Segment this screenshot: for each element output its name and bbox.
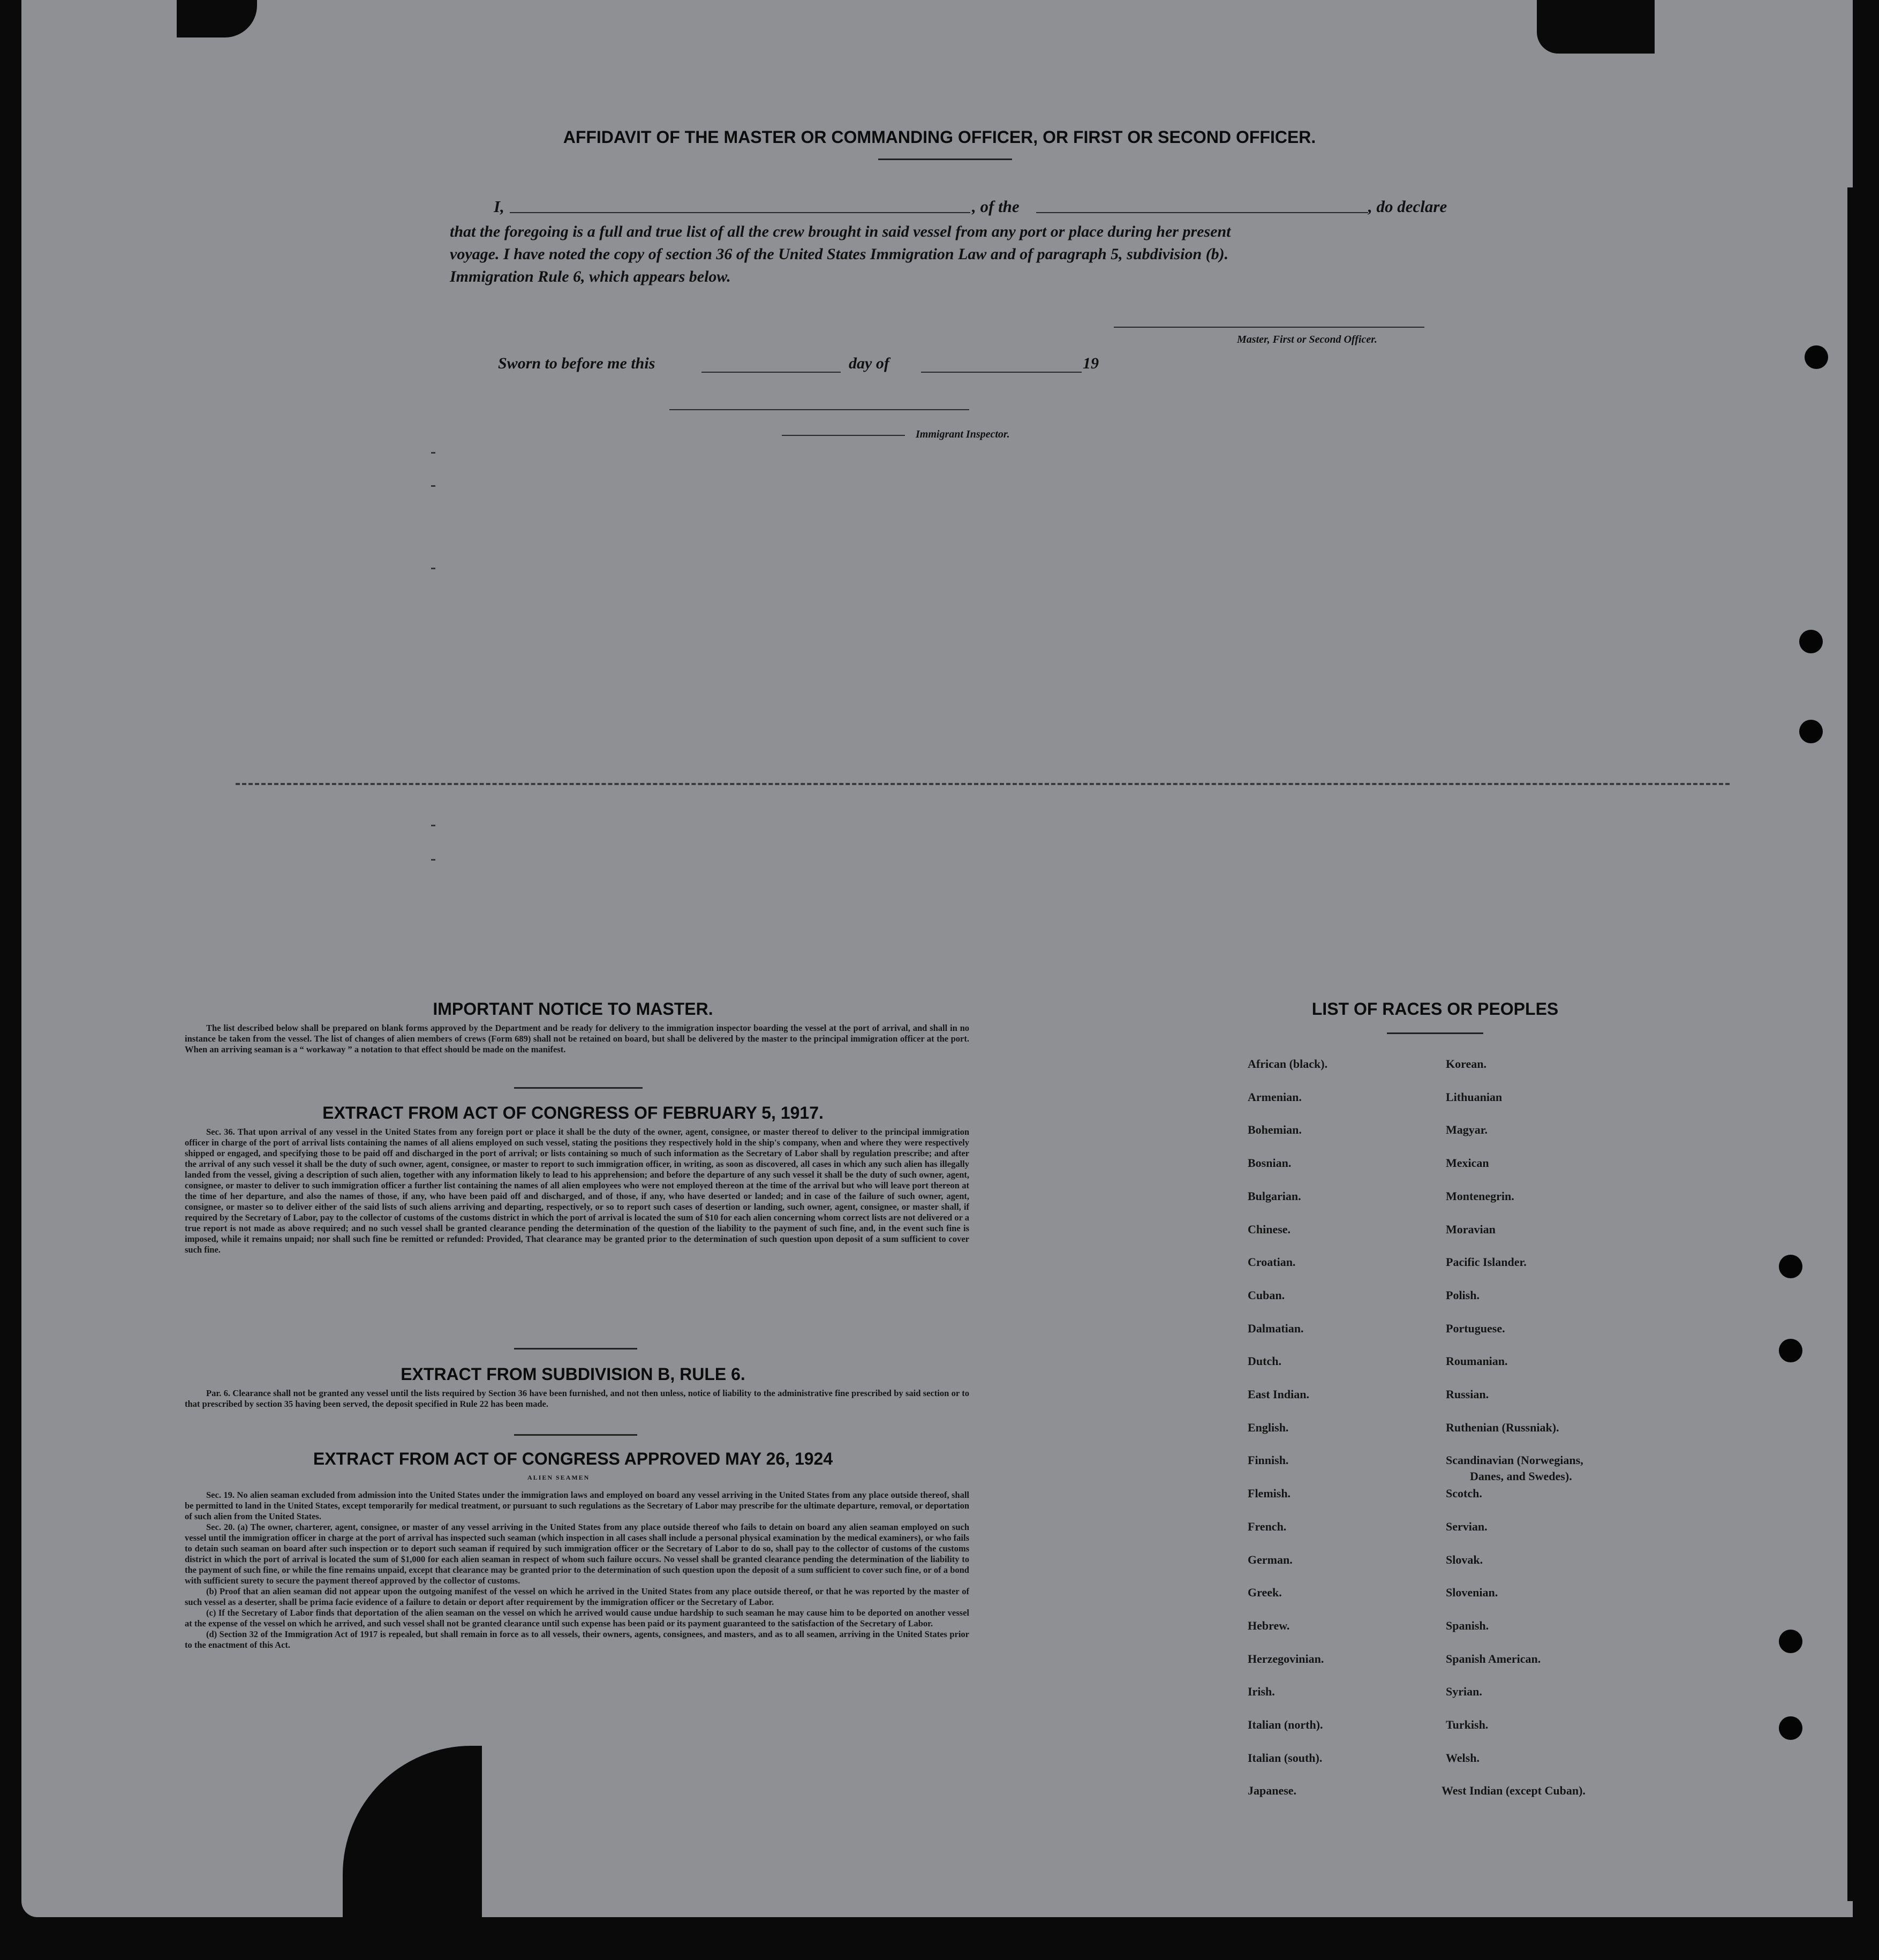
sec-19-paragraph: Sec. 19. No alien seaman excluded from admission into the United States under the immigration laws and employed on board any vessel arriving in the United States from any place outside thereof, shall be permitted to land in the United States, except temporarily for medical treatment, or pursuant to such regulations as the Secretary of Labor may prescribe for the ultimate departure, removal, or deportation of such alien from the United States.	[185, 1490, 969, 1521]
race-item: Bohemian.	[1248, 1123, 1302, 1136]
inspector-signature-field-2[interactable]	[782, 435, 905, 436]
extract-1917-rule	[514, 1348, 637, 1350]
race-item: Croatian.	[1248, 1255, 1296, 1269]
race-item: Finnish.	[1248, 1453, 1289, 1467]
master-caption: Master, First or Second Officer.	[1237, 334, 1377, 345]
declaration-of-the: , of the	[972, 197, 1020, 216]
margin-tick	[431, 825, 435, 826]
sworn-day-of: day of	[849, 355, 889, 372]
margin-tick	[431, 568, 435, 569]
extract-1917-body	[185, 1127, 969, 1255]
notice-title: IMPORTANT NOTICE TO MASTER.	[433, 999, 713, 1019]
race-item: Turkish.	[1446, 1718, 1489, 1731]
race-item: Flemish.	[1248, 1487, 1291, 1500]
race-item: Mexican	[1446, 1156, 1489, 1170]
race-item: Greek.	[1248, 1586, 1282, 1599]
race-item: Moravian	[1446, 1223, 1496, 1236]
margin-tick	[431, 452, 435, 454]
race-item: West Indian (except Cuban).	[1442, 1784, 1586, 1797]
margin-tick	[431, 485, 435, 487]
sworn-day-field[interactable]	[701, 372, 841, 373]
race-item: Korean.	[1446, 1057, 1486, 1071]
race-item: Irish.	[1248, 1685, 1275, 1698]
declaration-do-declare: , do declare	[1368, 197, 1447, 216]
sworn-year: 19	[1083, 355, 1099, 372]
race-item: Roumanian.	[1446, 1354, 1508, 1368]
race-item: Italian (south).	[1248, 1751, 1323, 1765]
race-item: Italian (north).	[1248, 1718, 1323, 1731]
race-item: Pacific Islander.	[1446, 1255, 1527, 1269]
race-item: Spanish American.	[1446, 1652, 1541, 1665]
extract-1924-body	[185, 1490, 969, 1650]
race-item: Dutch.	[1248, 1354, 1281, 1368]
race-item: Portuguese.	[1446, 1322, 1505, 1335]
race-item: African (black).	[1248, 1057, 1328, 1071]
affidavit-title: AFFIDAVIT OF THE MASTER OR COMMANDING OFFICER, OR FIRST OR SECOND OFFICER.	[563, 127, 1316, 147]
declaration-line-3: voyage. I have noted the copy of section 36 of the United States Immigration Law and of paragraph 5, subdivision (b).	[450, 245, 1229, 263]
race-item: German.	[1248, 1553, 1293, 1566]
torn-edge-right	[1847, 187, 1858, 1901]
punch-hole	[1805, 345, 1828, 369]
race-item: Bulgarian.	[1248, 1189, 1301, 1203]
alien-seamen-subtitle: ALIEN SEAMEN	[527, 1474, 590, 1481]
inspector-signature-field[interactable]	[669, 409, 969, 410]
race-item: Montenegrin.	[1446, 1189, 1514, 1203]
master-signature-field[interactable]	[1114, 327, 1424, 328]
punch-hole	[1799, 720, 1823, 743]
race-item: Cuban.	[1248, 1288, 1285, 1302]
sworn-text: Sworn to before me this	[498, 355, 655, 372]
declaration-i: I,	[494, 197, 504, 216]
extract-rule6-title: EXTRACT FROM SUBDIVISION B, RULE 6.	[401, 1365, 745, 1384]
punch-hole	[1779, 1339, 1802, 1362]
declaration-line-4: Immigration Rule 6, which appears below.	[450, 268, 731, 285]
race-item: Dalmatian.	[1248, 1322, 1304, 1335]
races-title-rule	[1387, 1032, 1483, 1034]
race-item: Lithuanian	[1446, 1090, 1503, 1104]
race-item: Scandinavian (Norwegians,	[1446, 1453, 1583, 1467]
sec-20d-paragraph: (d) Section 32 of the Immigration Act of 1917 is repealed, but shall remain in force as to all vessels, their owners, agents, consignees, and masters, and as to all seamen, arriving in the United States prior to the enactment of this Act.	[185, 1629, 969, 1650]
extract-1924-title: EXTRACT FROM ACT OF CONGRESS APPROVED MAY 26, 1924	[313, 1449, 833, 1468]
notice-rule	[514, 1087, 643, 1089]
race-item: Magyar.	[1446, 1123, 1488, 1136]
race-item: Russian.	[1446, 1388, 1489, 1401]
race-item: Bosnian.	[1248, 1156, 1292, 1170]
race-item: Spanish.	[1446, 1619, 1489, 1632]
par-6-paragraph: Par. 6. Clearance shall not be granted any vessel until the lists required by Section 36 have been furnished, and not then unless, notice of liability to the administrative fine prescribed by said section or to that prescribed by section 35 having been served, the deposit specified in Rule 22 has been made.	[185, 1388, 969, 1409]
section-36-paragraph: Sec. 36. That upon arrival of any vessel in the United States from any foreign port or place it shall be the duty of the owner, agent, consignee, or master thereof to deliver to the principal immigration officer in charge of the port of arrival lists containing the names of all aliens employed on such vessel, stating the positions they respectively hold in the ship's company, when and where they were respectively shipped or engaged, and specifying those to be paid off and discharged in the port of arrival; or lists containing so much of such information as the Secretary of Labor shall by regulation prescribe; and after the arrival of any such vessel it shall be the duty of such owner, agent, consignee, or master to report to such immigration officer, in writing, as soon as discovered, all cases in which any such alien has illegally landed from the vessel, giving a description of such alien, together with any information likely to lead to his apprehension; and before the departure of any such vessel it shall be the duty of such owner, agent, consignee, or master to deliver to such immigration officer a further list containing the names of all alien employees who were not employed thereon at the time of the arrival but who will leave port thereon at the time of her departure, and also the names of those, if any, who have been paid off and discharged, and of those, if any, who have deserted or landed; and in case of the failure of such owner, agent, consignee, or master so to deliver either of the said lists of such aliens arriving and departing, respectively, or so to report such cases of desertion or landing, such owner, agent, consignee, or master shall, if required by the Secretary of Labor, pay to the collector of customs of the customs district in which the port of arrival is located the sum of $10 for each alien concerning whom correct lists are not delivered or a true report is not made as above required; and no such vessel shall be granted clearance pending the determination of the question of the liability to the payment of such fine, and, in the event such fine is imposed, while it remains unpaid; nor shall such fine be remitted or refunded: Provided, That clearance may be granted prior to the determination of such question upon deposit of a sum sufficient to cover such fine.	[185, 1127, 969, 1255]
margin-tick	[431, 859, 435, 861]
inspector-caption: Immigrant Inspector.	[916, 428, 1010, 440]
sec-20a-paragraph: Sec. 20. (a) The owner, charterer, agent, consignee, or master of any vessel arriving in the United States from any place outside thereof who fails to detain on board any alien seaman employed on such vessel until the immigration officer in charge at the port of arrival has inspected such seaman (which inspection in all cases shall include a personal physical examination by the medical examiners), or who fails to detain such seaman on board after such inspection or to deport such seaman if required by such immigration officer or the Secretary of Labor to do so, shall pay to the collector of customs of the customs district in which the port of arrival is located the sum of $1,000 for each alien seaman in respect of whom such failure occurs. No vessel shall be granted clearance pending the determination of the liability to the payment of such fine, or while the fine remains unpaid, except that clearance may be granted prior to the determination of such question upon the deposit of a sum sufficient to cover such fine, or of a bond with sufficient surety to secure the payment thereof approved by the collector of customs.	[185, 1522, 969, 1586]
notice-paragraph: The list described below shall be prepared on blank forms approved by the Department and be ready for delivery to the immigration inspector boarding the vessel at the port of arrival, and shall in no instance be taken from the vessel. The list of changes of alien members of crews (Form 689) shall not be retained on board, but shall be delivered by the master to the principal immigration officer at the port. When an arriving seaman is a “ workaway ” a notation to that effect should be made on the manifest.	[185, 1023, 969, 1054]
race-item: Polish.	[1446, 1288, 1480, 1302]
race-item: Syrian.	[1446, 1685, 1482, 1698]
extract-1917-title: EXTRACT FROM ACT OF CONGRESS OF FEBRUARY 5, 1917.	[322, 1103, 824, 1122]
punch-hole	[1799, 630, 1823, 653]
sworn-month-field[interactable]	[921, 372, 1082, 373]
race-item: Hebrew.	[1248, 1619, 1290, 1632]
race-item: Herzegovinian.	[1248, 1652, 1324, 1665]
separator-dashed-line	[236, 783, 1730, 785]
sec-20b-paragraph: (b) Proof that an alien seaman did not appear upon the outgoing manifest of the vessel on which he arrived in the United States from any place outside thereof, or that he was reported by the master of such vessel as a deserter, shall be prima facie evidence of a failure to detain or deport after requirement by the immigration officer or the Secretary of Labor.	[185, 1586, 969, 1607]
race-item-continuation: Danes, and Swedes).	[1470, 1469, 1572, 1483]
race-item: Ruthenian (Russniak).	[1446, 1421, 1559, 1434]
officer-name-field[interactable]	[510, 212, 970, 213]
punch-hole	[1779, 1716, 1802, 1740]
declaration-line-2: that the foregoing is a full and true list of all the crew brought in said vessel from any port or place during her present	[450, 223, 1231, 240]
race-item: Welsh.	[1446, 1751, 1480, 1765]
sec-20c-paragraph: (c) If the Secretary of Labor finds that deportation of the alien seaman on the vessel on which he arrived would cause undue hardship to such seaman he may cause him to be deported on another vessel at the expense of the vessel on which he arrived, and such vessel shall not be granted clearance until such expense has been paid or its payment guaranteed to the satisfaction of the Secretary of Labor.	[185, 1608, 969, 1629]
races-title: LIST OF RACES OR PEOPLES	[1311, 999, 1559, 1019]
race-item: Slovenian.	[1446, 1586, 1498, 1599]
punch-hole	[1779, 1630, 1802, 1653]
extract-rule6-rule	[514, 1434, 637, 1436]
race-item: East Indian.	[1248, 1388, 1309, 1401]
torn-edge-top-right	[1537, 0, 1655, 54]
race-item: Armenian.	[1248, 1090, 1302, 1104]
notice-body	[185, 1023, 969, 1055]
extract-rule6-body	[185, 1388, 969, 1409]
affidavit-title-rule	[878, 159, 1012, 160]
race-item: English.	[1248, 1421, 1289, 1434]
race-item: Scotch.	[1446, 1487, 1482, 1500]
race-item: Servian.	[1446, 1520, 1488, 1533]
race-item: Slovak.	[1446, 1553, 1483, 1566]
race-item: Japanese.	[1248, 1784, 1297, 1797]
race-item: French.	[1248, 1520, 1287, 1533]
race-item: Chinese.	[1248, 1223, 1291, 1236]
punch-hole	[1779, 1255, 1802, 1278]
vessel-name-field[interactable]	[1036, 212, 1368, 213]
